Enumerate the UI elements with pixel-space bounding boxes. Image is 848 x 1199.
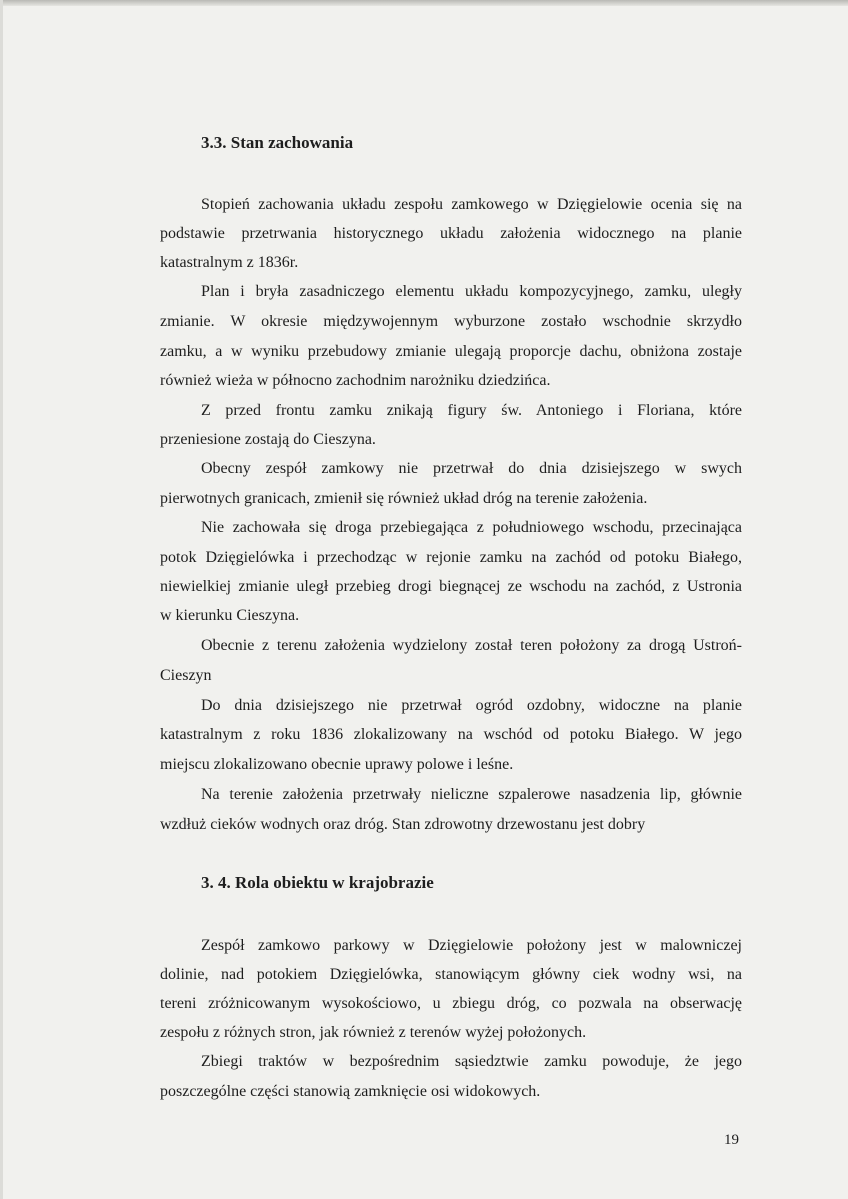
scan-top-edge <box>0 0 848 6</box>
text-line: pierwotnych granicach, zmienił się również układ dróg na terenie założenia. <box>160 490 648 507</box>
text-line: Plan i bryła zasadniczego elementu układu kompozycyjnego, zamku, uległy <box>201 283 742 300</box>
text-line: Obecnie z terenu założenia wydzielony został teren położony za drogą Ustroń- <box>201 637 742 654</box>
text-line: Stopień zachowania układu zespołu zamkowego w Dzięgielowie ocenia się na <box>201 196 742 213</box>
text-line: Na terenie założenia przetrwały nieliczne szpalerowe nasadzenia lip, głównie <box>201 786 742 803</box>
text-line: Do dnia dzisiejszego nie przetrwał ogród ozdobny, widoczne na planie <box>201 697 742 714</box>
text-line: miejscu zlokalizowano obecnie uprawy polowe i leśne. <box>160 756 514 773</box>
text-line: zespołu z różnych stron, jak również z terenów wyżej położonych. <box>160 1024 587 1041</box>
text-line: poszczególne części stanowią zamknięcie osi widokowych. <box>160 1083 541 1100</box>
text-line: tereni zróżnicowanym wysokościowo, u zbiegu dróg, co pozwala na obserwację <box>160 995 742 1012</box>
text-line: zamku, a w wyniku przebudowy zmianie ulegają proporcje dachu, obniżona zostaje <box>160 343 742 360</box>
scan-left-edge <box>0 0 3 1199</box>
text-line: Obecny zespół zamkowy nie przetrwał do dnia dzisiejszego w swych <box>201 460 742 477</box>
text-line: zmianie. W okresie międzywojennym wyburzone zostało wschodnie skrzydło <box>160 313 742 330</box>
section-heading-stan-zachowania: 3.3. Stan zachowania <box>201 133 354 152</box>
text-line: wzdłuż cieków wodnych oraz dróg. Stan zdrowotny drzewostanu jest dobry <box>160 816 646 833</box>
page-number: 19 <box>724 1132 739 1148</box>
text-line: przeniesione zostają do Cieszyna. <box>160 431 376 448</box>
text-line: Nie zachowała się droga przebiegająca z południowego wschodu, przecinająca <box>201 519 742 536</box>
text-line: katastralnym z 1836r. <box>160 254 299 271</box>
text-line: w kierunku Cieszyna. <box>160 607 300 624</box>
text-line: dolinie, nad potokiem Dzięgielówka, stanowiącym główny ciek wodny wsi, na <box>160 966 742 983</box>
text-line: podstawie przetrwania historycznego układu założenia widocznego na planie <box>160 225 742 242</box>
text-line: potok Dzięgielówka i przechodząc w rejonie zamku na zachód od potoku Białego, <box>160 549 742 566</box>
text-line: Zespół zamkowo parkowy w Dzięgielowie położony jest w malowniczej <box>201 937 742 954</box>
text-line: Cieszyn <box>160 667 212 684</box>
text-line: niewielkiej zmianie uległ przebieg drogi biegnącej ze wschodu na zachód, z Ustronia <box>160 578 742 595</box>
text-line: Z przed frontu zamku znikają figury św. Antoniego i Floriana, które <box>201 402 742 419</box>
section-heading-rola-obiektu: 3. 4. Rola obiektu w krajobrazie <box>201 873 434 892</box>
text-line: Zbiegi traktów w bezpośrednim sąsiedztwie zamku powoduje, że jego <box>201 1053 742 1070</box>
text-line: również wieża w północno zachodnim narożniku dziedzińca. <box>160 372 551 389</box>
text-line: katastralnym z roku 1836 zlokalizowany na wschód od potoku Białego. W jego <box>160 726 742 743</box>
